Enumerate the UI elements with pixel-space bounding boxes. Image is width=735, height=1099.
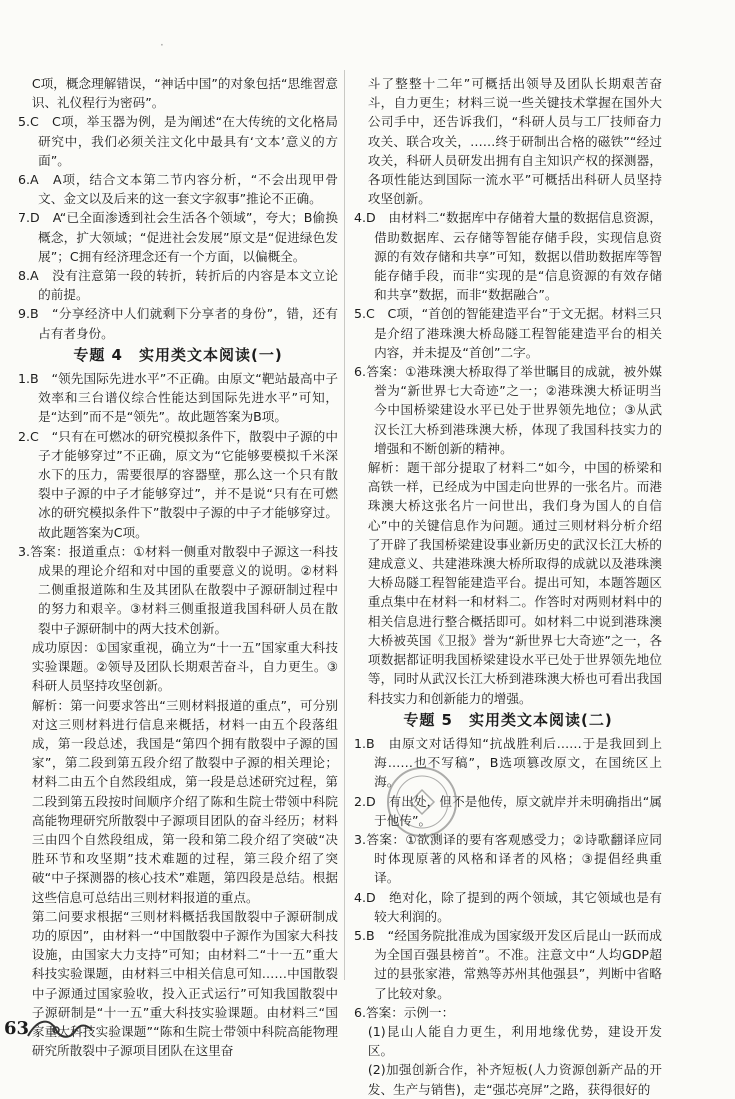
page-number: 63 [4,1018,30,1039]
answer-item: 8.A 没有注意第一段的转折，转折后的内容是本文立论的前提。 [18,268,338,303]
answer-item: 4.D 绝对化，除了提到的两个领域，其它领域也是有较大利润的。 [354,889,662,924]
answer-item: 6.答案：示例一： [354,1004,455,1020]
section-title: 专题 4 实用类文本阅读(一) [73,345,283,364]
answer-item: 5.C C项，举玉器为例，是为阐述“在大传统的文化格局研究中，我们必须关注文化中最具有‘文本’意义的方面”。 [18,114,338,168]
page-top-mark: · [160,38,164,52]
paragraph: C项，概念理解错误，“神话中国”的对象包括“思维習意识、礼仪程行为密码”。 [31,76,338,111]
analysis-paragraph: 解析：题干部分提取了材料二“如今，中国的桥梁和高铁一样，已经成为中国走向世界的一张名片。而港珠澳大桥这张名片一问世出，我们身为国人的自信心”中的关键信息作为问题。通过三则材料分析介绍了开辟了我国桥梁建设事业新历史的武汉长江大桥的建成意义、共建港珠澳大桥所取得的成就以及港珠澳大桥岛隧工程智能建造平台。提出可知，本题答题区重点集中在材料一和材料二。作答时对两则材料中的相关信息进行整合概括即可。如材料二中说到港珠澳大桥被英国《卫报》誉为“新世界七大奇迹”之一，各项数据都证明我国桥梁建设水平已处于世界领先地位等，同时从武汉长江大桥到港珠澳大桥也可看出我国科技实力和创新能力的增强。 [367,460,662,706]
section-title: 专题 5 实用类文本阅读(二) [403,710,613,729]
answer-item: 1.B 由原文对话得知“抗战胜利后……于是我回到上海……也不写稿”，B选项篡改原文，在国统区上海。 [354,735,662,790]
right-column [354,74,662,1099]
answer-item: 1.B “领先国际先进水平”不正确。由原文“靶站最高中子效率和三台谱仪综合性能达到国际先进水平”可知，是“达到”而不是“领先”。故此题答案为B项。 [18,371,338,425]
answer-item: 5.C C项，“首创的智能建造平台”于文无据。材料三只是介绍了港珠澳大桥岛隧工程智能建造平台的相关内容，并未提及“首创”二字。 [354,306,662,360]
answer-item: 6.A A项，结合文本第二节内容分析，“不会出现甲骨文、金文以及后来的这一套文字叙事”推论不正确。 [18,172,338,207]
answer-item: 2.C “只有在可燃冰的研究模拟条件下，散裂中子源的中子才能够穿过”不正确，原文为“它能够要模拟千米深水下的压力，需要很厚的容器壁，那么这一个只有散裂中子源的中子才能够穿过”，并不是说“只有在可燃冰的研究模拟条件下”散裂中子源的中子才能够穿过。故此题答案为C项。 [18,428,338,540]
paragraph: 斗了整整十二年”可概括出领导及团队长期艰苦奋斗，自力更生；材料三说一些关键技术掌握在国外大公司手中，还告诉我们，“科研人员与工厂技师奋力攻关、联合攻关，……终于研制出合格的磁铁”“经过攻关，科研人员研发出拥有自主知识产权的探测器，各项性能达到国际一流水平”可概括出科研人员坚持攻坚创新。 [367,76,662,207]
answer-item: 4.D 由材料二“数据库中存储着大量的数据信息资源，借助数据库、云存储等智能存储手段，实现信息资源的有效存储和共享”可知，数据以借助数据库等智能存储手段，而非“实现的是“信息资源的有效存储和共享”数据，而非“数据融合”。 [354,210,662,303]
column-divider [344,70,345,980]
left-column [18,74,338,1060]
answer-item: 7.D A“已全面渗透到社会生活各个领域”，夸大；B偷换概念，扩大领域；“促进社会发展”原文是“促进绿色发展”；C拥有经济理念还有一个方面，以偏概全。 [18,210,338,264]
paragraph: (1)昆山人能自力更生，利用地缘优势，建设开发区。 [367,1023,662,1059]
analysis-paragraph: 第二问要求根据“三则材料概括我国散裂中子源研制成功的原因”，由材料一“中国散裂中子源作为国家大科技设施，由国家大力支持”可知；由材料二“十一五”重大科技实验课题，由材料三中相关信息可知……中国散裂中子源通过国家验收，投入正式运行”可知我国散裂中子源研制是“十一五”重大科技实验课题。由材料三“国家重大科技实验课题”“陈和生院士带领中科院高能物理研究所散裂中子源项目团队在这里奋 [31,908,338,1059]
decorative-swirl-icon [26,1016,96,1044]
answer-item: 5.B “经国务院批准成为国家级开发区后昆山一跃而成为全国百强县榜首”。不准。注意文中“人均GDP超过的县张家港，常熟等苏州其他强县”，判断中省略了比较对象。 [354,927,662,1001]
answer-item: 3.答案：报道重点：①材料一侧重对散裂中子源这一科技成果的理论介绍和对中国的重要意义的说明。②材料二侧重报道陈和生及其团队在散裂中子源研制过程中的努力和艰辛。③材料三侧重报道我国科研人员在散裂中子源研制中的两大技术创新。 [18,543,338,636]
answer-item: 3.答案：①欲测译的要有客观感受力；②诗歌翻译应同时体现原著的风格和译者的风格；③提倡经典重译。 [354,831,662,886]
analysis-paragraph: 解析：第一问要求答出“三则材料报道的重点”，可分别对这三则材料进行信息来概括，材料一由五个段落组成，第一段总述，我国是“第四个拥有散裂中子源的国家”，第二段到第五段介绍了散裂中子源的相关理论；材料二由五个自然段组成，第一段是总述研究过程，第二段到第五段按时间顺序介绍了陈和生院士带领中科院高能物理研究所散裂中子源项目团队的奋斗经历；材料三由四个自然段组成，第一段和第二段介绍了突破“决胜环节和攻坚期”技术难题的过程，第三段介绍了突破“中子探测器的核心技术”难题，第四段是总结。根据这些信息可总结出三则材料报道的重点。 [31,697,338,905]
answer-item: 2.D 有出处，但不是他传，原文就岸并未明确指出“属于他传”。 [354,793,662,828]
paragraph: 成功原因：①国家重视，确立为“十一五”国家重大科技实验课题。②领导及团队长期艰苦奋斗，自力更生。③科研人员坚持攻坚创新。 [31,639,338,694]
answer-item: 6.答案：①港珠澳大桥取得了举世瞩目的成就，被外媒誉为“新世界七大奇迹”之一；②港珠澳大桥证明当今中国桥梁建设水平已处于世界领先地位；③从武汉长江大桥到港珠澳大桥，体现了我国科技实力的增强和不断创新的精神。 [354,364,662,456]
stamp-seal-icon [382,762,462,842]
answer-item: 9.B “分享经济中人们就剩下分享者的身份”，错，还有占有者身份。 [18,306,338,341]
paragraph: (2)加强创新合作，补齐短板(人力资源创新产品的开发、生产与销售)，走“强芯亮屏”之路，获得很好的 [367,1062,662,1097]
